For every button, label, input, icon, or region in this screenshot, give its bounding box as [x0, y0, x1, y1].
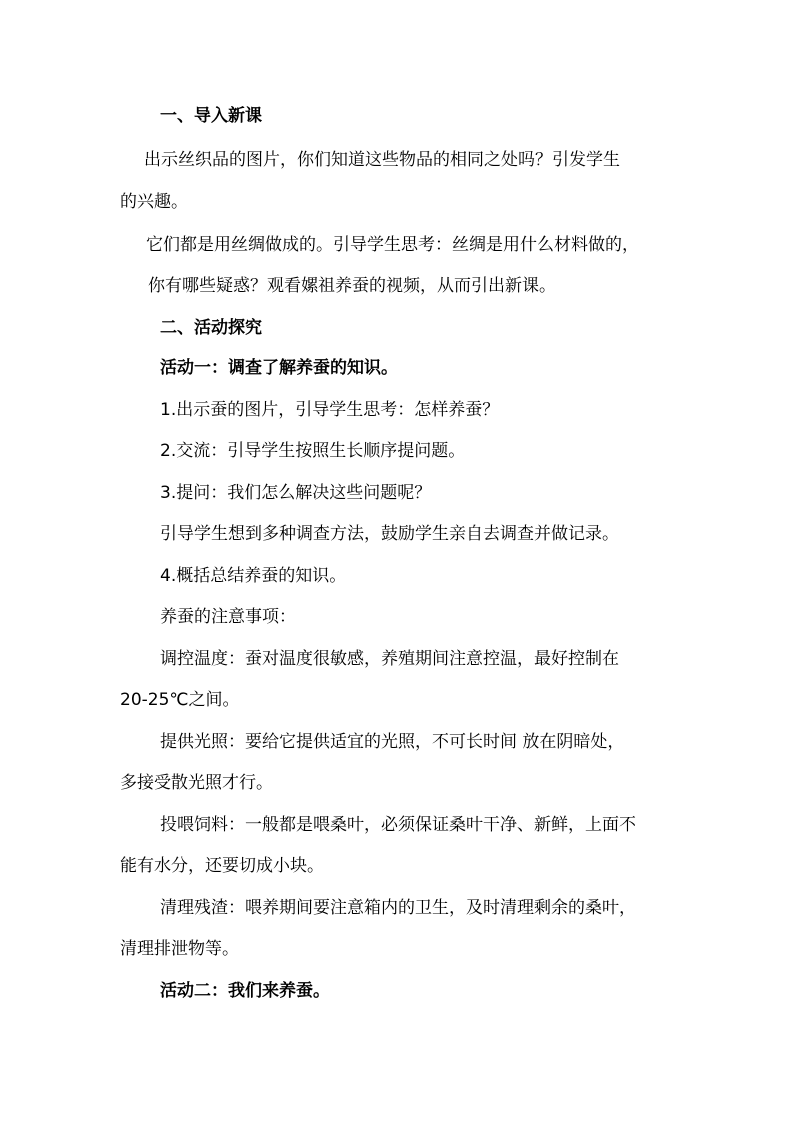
paragraph-line: 养蚕的注意事项： [160, 607, 296, 627]
paragraph-line: 你有哪些疑惑？观看嫘祖养蚕的视频，从而引出新课。 [148, 276, 556, 296]
paragraph-line: 能有水分，还要切成小块。 [120, 856, 324, 876]
paragraph-line: 出示丝织品的图片，你们知道这些物品的相同之处吗？引发学生 [144, 150, 620, 170]
paragraph-line: 多接受散光照才行。 [120, 773, 273, 793]
list-item: 2.交流：引导学生按照生长顺序提问题。 [160, 441, 466, 461]
paragraph-line: 调控温度：蚕对温度很敏感，养殖期间注意控温，最好控制在 [160, 649, 619, 669]
paragraph-line: 20-25℃之间。 [120, 690, 240, 710]
section-heading-intro: 一、导入新课 [160, 106, 262, 126]
list-item: 4.概括总结养蚕的知识。 [160, 566, 347, 586]
list-item: 3.提问：我们怎么解决这些问题呢？ [160, 483, 432, 503]
list-item: 1.出示蚕的图片，引导学生思考：怎样养蚕？ [160, 400, 500, 420]
section-heading-activities: 二、活动探究 [160, 318, 262, 338]
paragraph-line: 的兴趣。 [120, 192, 188, 212]
paragraph-line: 它们都是用丝绸做成的。引导学生思考：丝绸是用什么材料做的， [146, 235, 639, 255]
activity-heading-two: 活动二：我们来养蚕。 [160, 981, 330, 1001]
paragraph-line: 引导学生想到多种调查方法，鼓励学生亲自去调查并做记录。 [160, 524, 619, 544]
activity-heading-one: 活动一：调查了解养蚕的知识。 [160, 358, 398, 378]
paragraph-line: 清理残渣：喂养期间要注意箱内的卫生，及时清理剩余的桑叶， [160, 898, 636, 918]
paragraph-line: 投喂饲料：一般都是喂桑叶，必须保证桑叶干净、新鲜，上面不 [160, 815, 636, 835]
paragraph-line: 提供光照：要给它提供适宜的光照，不可长时间 放在阴暗处， [160, 732, 625, 752]
paragraph-line: 清理排泄物等。 [120, 939, 239, 959]
